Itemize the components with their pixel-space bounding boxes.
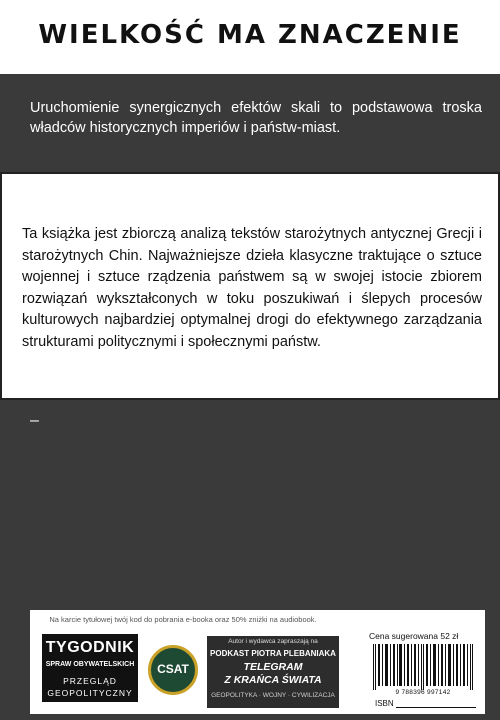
book-title: WIELKOŚĆ MA ZNACZENIE xyxy=(38,20,462,50)
podcast-tagline: GEOPOLITYKA · WOJNY · CYWILIZACJA xyxy=(211,692,335,699)
tygodnik-logo-subtitle: SPRAW OBYWATELSKICH xyxy=(45,661,135,668)
podcast-intro: Autor i wydawca zapraszają na xyxy=(228,638,318,645)
footer-panel xyxy=(30,610,485,714)
isbn-label: ISBN xyxy=(375,699,394,708)
isbn-underline xyxy=(396,707,476,708)
podcast-title-line2: Z KRAŃCA ŚWIATA xyxy=(224,674,322,686)
csat-logo-text: CSAT xyxy=(157,662,189,676)
barcode xyxy=(371,644,475,690)
intro-paragraph: Uruchomienie synergicznych efektów skali to podstawowa troska władców historycznych imperiów i państw-miast. xyxy=(30,100,482,136)
podcast-banner xyxy=(207,636,339,708)
suggested-price: Cena sugerowana 52 zł xyxy=(369,631,459,641)
description-paragraph: Ta książka jest zbiorczą analizą tekstów starożytnych antycznej Grecji i starożytnych Chin. Najważniejsze dzieła klasyczne traktujące o sztuce wojennej i sztuce rządzenia państwem są w swojej istocie zbiorem rozwiązań wykształconych w toku poszukiwań i ślepych procesów kulturowych najbardziej optymalnej drogi do efektywnego zarządzania strukturami politycznymi i społecznymi państw. xyxy=(22,226,482,350)
ebook-notice: Na karcie tytułowej twój kod do pobrania e-booka oraz 50% zniżki na audiobook. xyxy=(49,615,317,624)
przeglad-logo-line2: GEOPOLITYCZNY xyxy=(47,688,133,698)
dash-mark: – xyxy=(30,412,39,429)
podcast-title-line1: TELEGRAM xyxy=(243,661,303,673)
csat-logo xyxy=(148,645,198,695)
przeglad-logo-line1: PRZEGLĄD xyxy=(63,676,117,686)
podcast-author: PODKAST PIOTRA PLEBANIAKA xyxy=(210,649,336,658)
description-box xyxy=(0,172,500,400)
tygodnik-logo-title: TYGODNIK xyxy=(45,639,135,656)
title-band xyxy=(0,0,500,74)
barcode-number: 9 788396 997142 xyxy=(395,689,451,696)
przeglad-geopolityczny-logo xyxy=(42,672,138,702)
